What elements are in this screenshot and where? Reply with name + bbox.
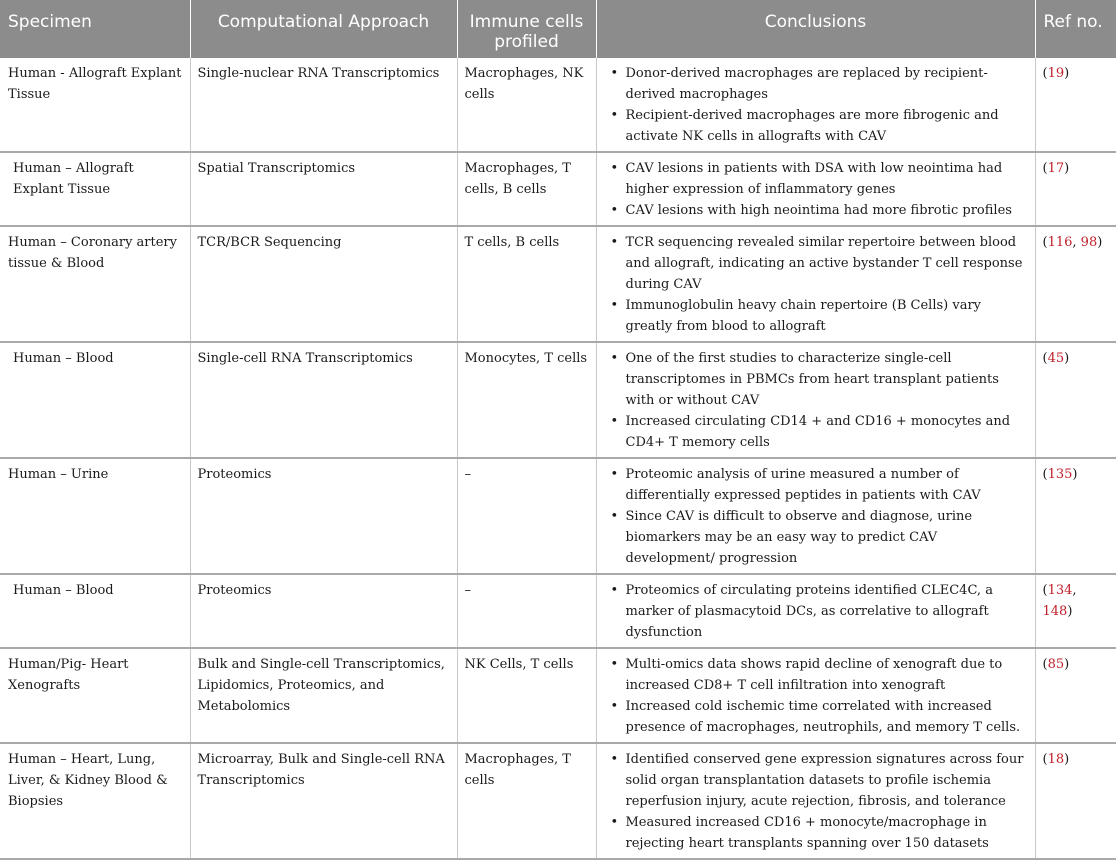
- cell-specimen: Human - Allograft Explant Tissue: [0, 58, 190, 152]
- conclusion-item: • Immunoglobulin heavy chain repertoire (B Cells) vary greatly from blood to allograft: [626, 295, 1028, 337]
- cell-specimen: Human – Blood: [0, 342, 190, 458]
- cell-immune-cells: Macrophages, T cells, B cells: [457, 152, 596, 226]
- cell-conclusions: [596, 342, 1035, 458]
- cell-ref-no: (135): [1042, 467, 1078, 482]
- cell-immune-cells: –: [457, 574, 596, 648]
- conclusions-list: [604, 63, 1028, 147]
- header-row: [0, 0, 1116, 58]
- conclusion-item: • Multi-omics data shows rapid decline of xenograft due to increased CD8+ T cell infiltration into xenograft: [626, 654, 1028, 696]
- table-row: [0, 743, 1116, 859]
- cell-computational-approach: Proteomics: [190, 574, 457, 648]
- cell-specimen: Human – Heart, Lung, Liver, & Kidney Blood & Biopsies: [0, 743, 190, 859]
- cell-specimen: Human – Coronary artery tissue & Blood: [0, 226, 190, 342]
- reference-link[interactable]: 116: [1047, 235, 1073, 250]
- table-row: [0, 648, 1116, 743]
- cell-conclusions: [596, 648, 1035, 743]
- cell-conclusions: [596, 574, 1035, 648]
- cell-immune-cells: –: [457, 458, 596, 574]
- cell-ref-no: (18): [1042, 752, 1070, 767]
- table-row: [0, 574, 1116, 648]
- reference-link[interactable]: 98: [1080, 235, 1098, 250]
- cell-conclusions: [596, 58, 1035, 152]
- conclusions-list: [604, 580, 1028, 643]
- cell-ref-no: (19): [1042, 66, 1070, 81]
- table-body: [0, 58, 1116, 859]
- reference-link[interactable]: 148: [1042, 604, 1068, 619]
- cell-specimen: Human – Blood: [0, 574, 190, 648]
- cell-computational-approach: Single-cell RNA Transcriptomics: [190, 342, 457, 458]
- conclusion-item: • TCR sequencing revealed similar repertoire between blood and allograft, indicating an active bystander T cell response during CAV: [626, 232, 1028, 295]
- conclusion-item: • Measured increased CD16 + monocyte/macrophage in rejecting heart transplants spanning over 150 datasets: [626, 812, 1028, 854]
- cell-immune-cells: T cells, B cells: [457, 226, 596, 342]
- conclusion-item: • Donor-derived macrophages are replaced by recipient-derived macrophages: [626, 63, 1028, 105]
- cell-immune-cells: Monocytes, T cells: [457, 342, 596, 458]
- cell-computational-approach: Spatial Transcriptomics: [190, 152, 457, 226]
- table-row: [0, 458, 1116, 574]
- cell-ref-no: (85): [1042, 657, 1070, 672]
- table-row: [0, 226, 1116, 342]
- header-conclusions: Conclusions: [596, 0, 1035, 58]
- cell-computational-approach: Microarray, Bulk and Single-cell RNA Transcriptomics: [190, 743, 457, 859]
- conclusions-list: [604, 749, 1028, 854]
- conclusion-item: • Proteomics of circulating proteins identified CLEC4C, a marker of plasmacytoid DCs, as correlative to allograft dysfunction: [626, 580, 1028, 643]
- conclusion-item: • CAV lesions in patients with DSA with low neointima had higher expression of inflammatory genes: [626, 158, 1028, 200]
- cell-computational-approach: Bulk and Single-cell Transcriptomics, Lipidomics, Proteomics, and Metabolomics: [190, 648, 457, 743]
- cell-conclusions: [596, 458, 1035, 574]
- reference-link[interactable]: 19: [1047, 66, 1065, 81]
- header-specimen: Specimen: [0, 0, 190, 58]
- cell-ref-no: (17): [1042, 161, 1070, 176]
- cell-conclusions: [596, 152, 1035, 226]
- conclusions-list: [604, 232, 1028, 337]
- reference-link[interactable]: 18: [1047, 752, 1065, 767]
- reference-link[interactable]: 45: [1047, 351, 1065, 366]
- conclusion-item: • Identified conserved gene expression signatures across four solid organ transplantation datasets to profile ischemia reperfusion injury, acute rejection, fibrosis, and tolerance: [626, 749, 1028, 812]
- cell-ref-no: (45): [1042, 351, 1070, 366]
- cell-specimen: Human – Urine: [0, 458, 190, 574]
- cell-ref-no: (134, 148): [1042, 583, 1077, 619]
- cell-immune-cells: NK Cells, T cells: [457, 648, 596, 743]
- table-row: [0, 58, 1116, 152]
- cell-specimen: Human/Pig- Heart Xenografts: [0, 648, 190, 743]
- table-row: [0, 342, 1116, 458]
- table-row: [0, 152, 1116, 226]
- cell-immune-cells: Macrophages, NK cells: [457, 58, 596, 152]
- conclusion-item: • CAV lesions with high neointima had more fibrotic profiles: [626, 200, 1028, 221]
- reference-link[interactable]: 135: [1047, 467, 1073, 482]
- cell-specimen: Human – Allograft Explant Tissue: [0, 152, 190, 226]
- conclusions-list: [604, 654, 1028, 738]
- cell-conclusions: [596, 743, 1035, 859]
- conclusion-item: • Since CAV is difficult to observe and diagnose, urine biomarkers may be an easy way to predict CAV development/ progression: [626, 506, 1028, 569]
- conclusion-item: • One of the first studies to characterize single-cell transcriptomes in PBMCs from heart transplant patients with or without CAV: [626, 348, 1028, 411]
- conclusion-item: • Recipient-derived macrophages are more fibrogenic and activate NK cells in allografts with CAV: [626, 105, 1028, 147]
- conclusion-item: • Increased circulating CD14 + and CD16 + monocytes and CD4+ T memory cells: [626, 411, 1028, 453]
- reference-link[interactable]: 134: [1047, 583, 1073, 598]
- conclusion-item: • Increased cold ischemic time correlated with increased presence of macrophages, neutrophils, and memory T cells.: [626, 696, 1028, 738]
- conclusions-list: [604, 464, 1028, 569]
- cell-ref-no: (116, 98): [1042, 235, 1103, 250]
- header-ref-no: Ref no.: [1035, 0, 1116, 58]
- cell-computational-approach: Proteomics: [190, 458, 457, 574]
- conclusions-list: [604, 348, 1028, 453]
- conclusion-item: • Proteomic analysis of urine measured a number of differentially expressed peptides in patients with CAV: [626, 464, 1028, 506]
- cell-computational-approach: TCR/BCR Sequencing: [190, 226, 457, 342]
- cell-conclusions: [596, 226, 1035, 342]
- reference-link[interactable]: 17: [1047, 161, 1065, 176]
- cell-immune-cells: Macrophages, T cells: [457, 743, 596, 859]
- header-computational-approach: Computational Approach: [190, 0, 457, 58]
- conclusions-list: [604, 158, 1028, 221]
- cell-computational-approach: Single-nuclear RNA Transcriptomics: [190, 58, 457, 152]
- header-immune-cells: Immune cells profiled: [457, 0, 596, 58]
- reference-link[interactable]: 85: [1047, 657, 1065, 672]
